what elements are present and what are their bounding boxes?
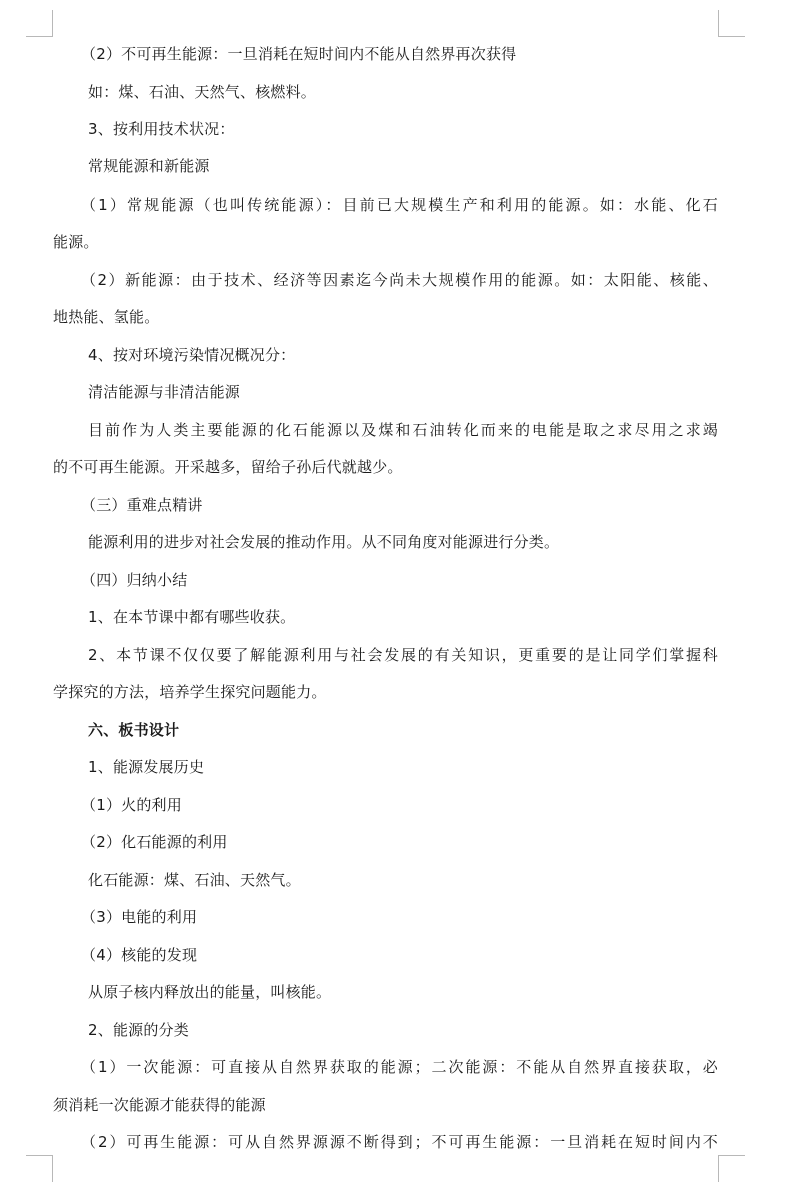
text-line: （4）核能的发现 — [81, 946, 198, 964]
text-line: 目前作为人类主要能源的化石能源以及煤和石油转化而来的电能是取之求尽用之求竭 — [88, 421, 718, 439]
text-line: 从原子核内释放出的能量，叫核能。 — [88, 983, 332, 1001]
text-line: 常规能源和新能源 — [88, 157, 210, 175]
page-corner-mark-bottom-right — [718, 1155, 745, 1182]
text-line: 如：煤、石油、天然气、核燃料。 — [88, 83, 317, 101]
page-corner-mark-bottom-left — [26, 1155, 53, 1182]
text-line: 能源。 — [53, 233, 99, 251]
page-corner-mark-top-right — [718, 10, 745, 37]
text-line: （四）归纳小结 — [81, 571, 188, 589]
text-line: （1）一次能源：可直接从自然界获取的能源；二次能源：不能从自然界直接获取，必 — [81, 1058, 718, 1076]
text-line: 清洁能源与非清洁能源 — [88, 383, 241, 401]
text-line: （2）可再生能源：可从自然界源源不断得到；不可再生能源：一旦消耗在短时间内不 — [81, 1133, 718, 1151]
text-line: （3）电能的利用 — [81, 908, 198, 926]
text-line: （2）不可再生能源：一旦消耗在短时间内不能从自然界再次获得 — [81, 45, 517, 63]
text-line: 1、能源发展历史 — [88, 758, 205, 776]
text-line: 3、按利用技术状况： — [88, 120, 235, 138]
text-line: 4、按对环境污染情况概况分： — [88, 346, 296, 364]
text-line: （2）新能源：由于技术、经济等因素迄今尚未大规模作用的能源。如：太阳能、核能、 — [81, 271, 718, 289]
text-line: 1、在本节课中都有哪些收获。 — [88, 608, 296, 626]
text-line: （三）重难点精讲 — [81, 496, 203, 514]
text-line: 学探究的方法，培养学生探究问题能力。 — [53, 683, 327, 701]
text-line: 2、能源的分类 — [88, 1021, 189, 1039]
text-line: （1）常规能源（也叫传统能源）：目前已大规模生产和利用的能源。如：水能、化石 — [81, 196, 718, 214]
page-corner-mark-top-left — [26, 10, 53, 37]
text-line: 的不可再生能源。开采越多，留给子孙后代就越少。 — [53, 458, 403, 476]
text-line: 能源利用的进步对社会发展的推动作用。从不同角度对能源进行分类。 — [88, 533, 560, 551]
text-line: 化石能源：煤、石油、天然气。 — [88, 871, 301, 889]
text-line: （2）化石能源的利用 — [81, 833, 228, 851]
text-line: 2、本节课不仅仅要了解能源利用与社会发展的有关知识，更重要的是让同学们掌握科 — [88, 646, 718, 664]
section-heading: 六、板书设计 — [88, 721, 180, 739]
text-line: （1）火的利用 — [81, 796, 182, 814]
text-line: 地热能、氢能。 — [53, 308, 160, 326]
text-line: 须消耗一次能源才能获得的能源 — [53, 1096, 266, 1114]
